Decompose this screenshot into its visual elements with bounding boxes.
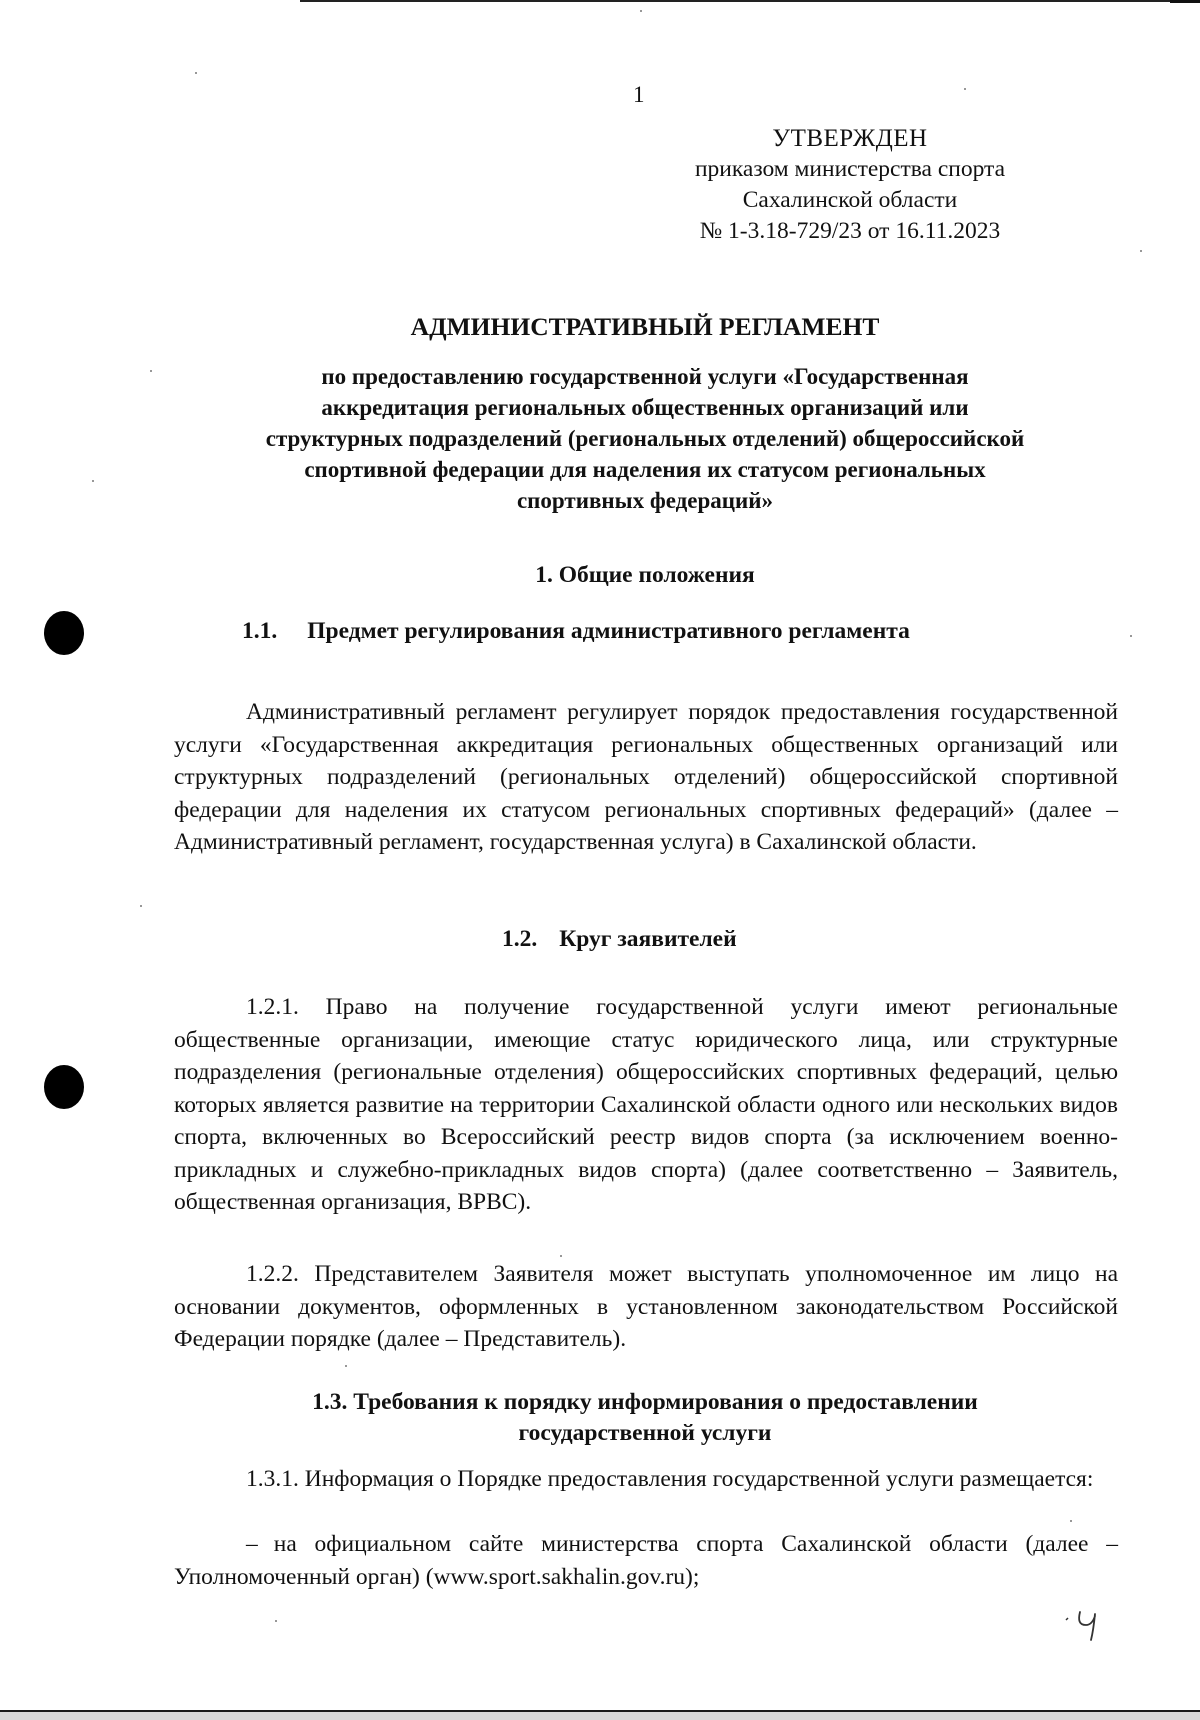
subtitle-line: спортивной федерации для наделения их статусом региональных — [304, 457, 986, 482]
subsection-heading — [502, 926, 737, 953]
scan-edge-top-corner — [1170, 0, 1200, 3]
subtitle-line: структурных подразделений (региональных отделений) общероссийской — [265, 426, 1025, 451]
scan-speck — [92, 480, 94, 482]
approval-title: УТВЕРЖДЕН — [772, 125, 928, 152]
document-title: АДМИНИСТРАТИВНЫЙ РЕГЛАМЕНТ — [410, 312, 880, 341]
scan-speck — [1070, 1520, 1072, 1522]
scan-edge-bottom — [0, 1710, 1200, 1712]
subtitle-line: аккредитация региональных общественных организаций или — [321, 395, 969, 420]
scan-speck — [1130, 635, 1132, 637]
paragraph: 1.3.1. Информация о Порядке предоставления государственной услуги размещается: — [246, 1466, 1094, 1492]
subtitle-line: спортивных федераций» — [516, 488, 774, 513]
document-subtitle — [170, 361, 1120, 516]
subsection-title-line: государственной услуги — [518, 1420, 772, 1446]
approval-line: приказом министерства спорта — [694, 156, 1006, 182]
subsection-number: 1.2. — [502, 926, 538, 952]
paragraph: 1.2.1. Право на получение государственной услуги имеют региональные общественные организации, имеющие статус юридического лица, или структурные подразделения (региональные отделения) общероссийских спортивных федераций, целью которых является развитие на территории Сахалинской области одного или нескольких видов спорта, включенных во Всероссийский реестр видов спорта (за исключением военно-прикладных и служебно-прикладных видов спорта) (далее соответственно – Заявитель, общественная организация, ВРВС). — [174, 994, 1118, 1215]
scan-speck — [275, 1620, 277, 1622]
paragraph: Административный регламент регулирует порядок предоставления государственной услуги «Государственная аккредитация региональных общественных организаций или структурных подразделений (региональных отделений) общероссийской спортивной федерации для наделения их статусом региональных спортивных федераций» (далее – Административный регламент, государственная услуга) в Сахалинской области. — [174, 699, 1118, 855]
scan-speck — [640, 10, 642, 12]
approval-stamp — [640, 123, 1060, 247]
scan-edge-top — [300, 0, 1200, 2]
subsection-title: Круг заявителей — [559, 926, 737, 952]
scan-speck — [150, 370, 152, 372]
handwritten-page-mark — [1060, 1604, 1120, 1644]
list-dash: – — [246, 1531, 258, 1557]
scan-speck — [964, 88, 966, 90]
scan-speck — [560, 1255, 562, 1257]
approval-line: № 1-3.18-729/23 от 16.11.2023 — [699, 218, 1001, 244]
list-item-text: на официальном сайте министерства спорта Сахалинской области (далее – Уполномоченный орган) (www.sport.sakhalin.gov.ru); — [174, 1531, 1118, 1590]
scan-edge-bottom-shade — [0, 1712, 1200, 1720]
approval-line: Сахалинской области — [742, 187, 958, 213]
subsection-title: Предмет регулирования административного регламента — [307, 618, 910, 644]
page-number: 1 — [633, 82, 645, 107]
scan-speck — [195, 72, 197, 74]
scan-speck — [345, 1365, 347, 1367]
punch-hole-icon — [44, 1065, 84, 1109]
subsection-heading — [170, 1387, 1120, 1449]
subsection-heading — [242, 618, 910, 645]
subtitle-line: по предоставлению государственной услуги «Государственная — [321, 364, 969, 389]
punch-hole-icon — [44, 611, 84, 655]
list-item — [174, 1528, 1118, 1593]
section-heading: 1. Общие положения — [535, 562, 755, 588]
scan-speck — [140, 905, 142, 907]
paragraph: 1.2.2. Представителем Заявителя может выступать уполномоченное им лицо на основании документов, оформленных в установленном законодательством Российской Федерации порядке (далее – Представитель). — [174, 1261, 1118, 1352]
scan-speck — [1140, 250, 1142, 252]
subsection-title-line: 1.3. Требования к порядку информирования о предоставлении — [312, 1389, 978, 1415]
subsection-number: 1.1. — [242, 618, 278, 644]
